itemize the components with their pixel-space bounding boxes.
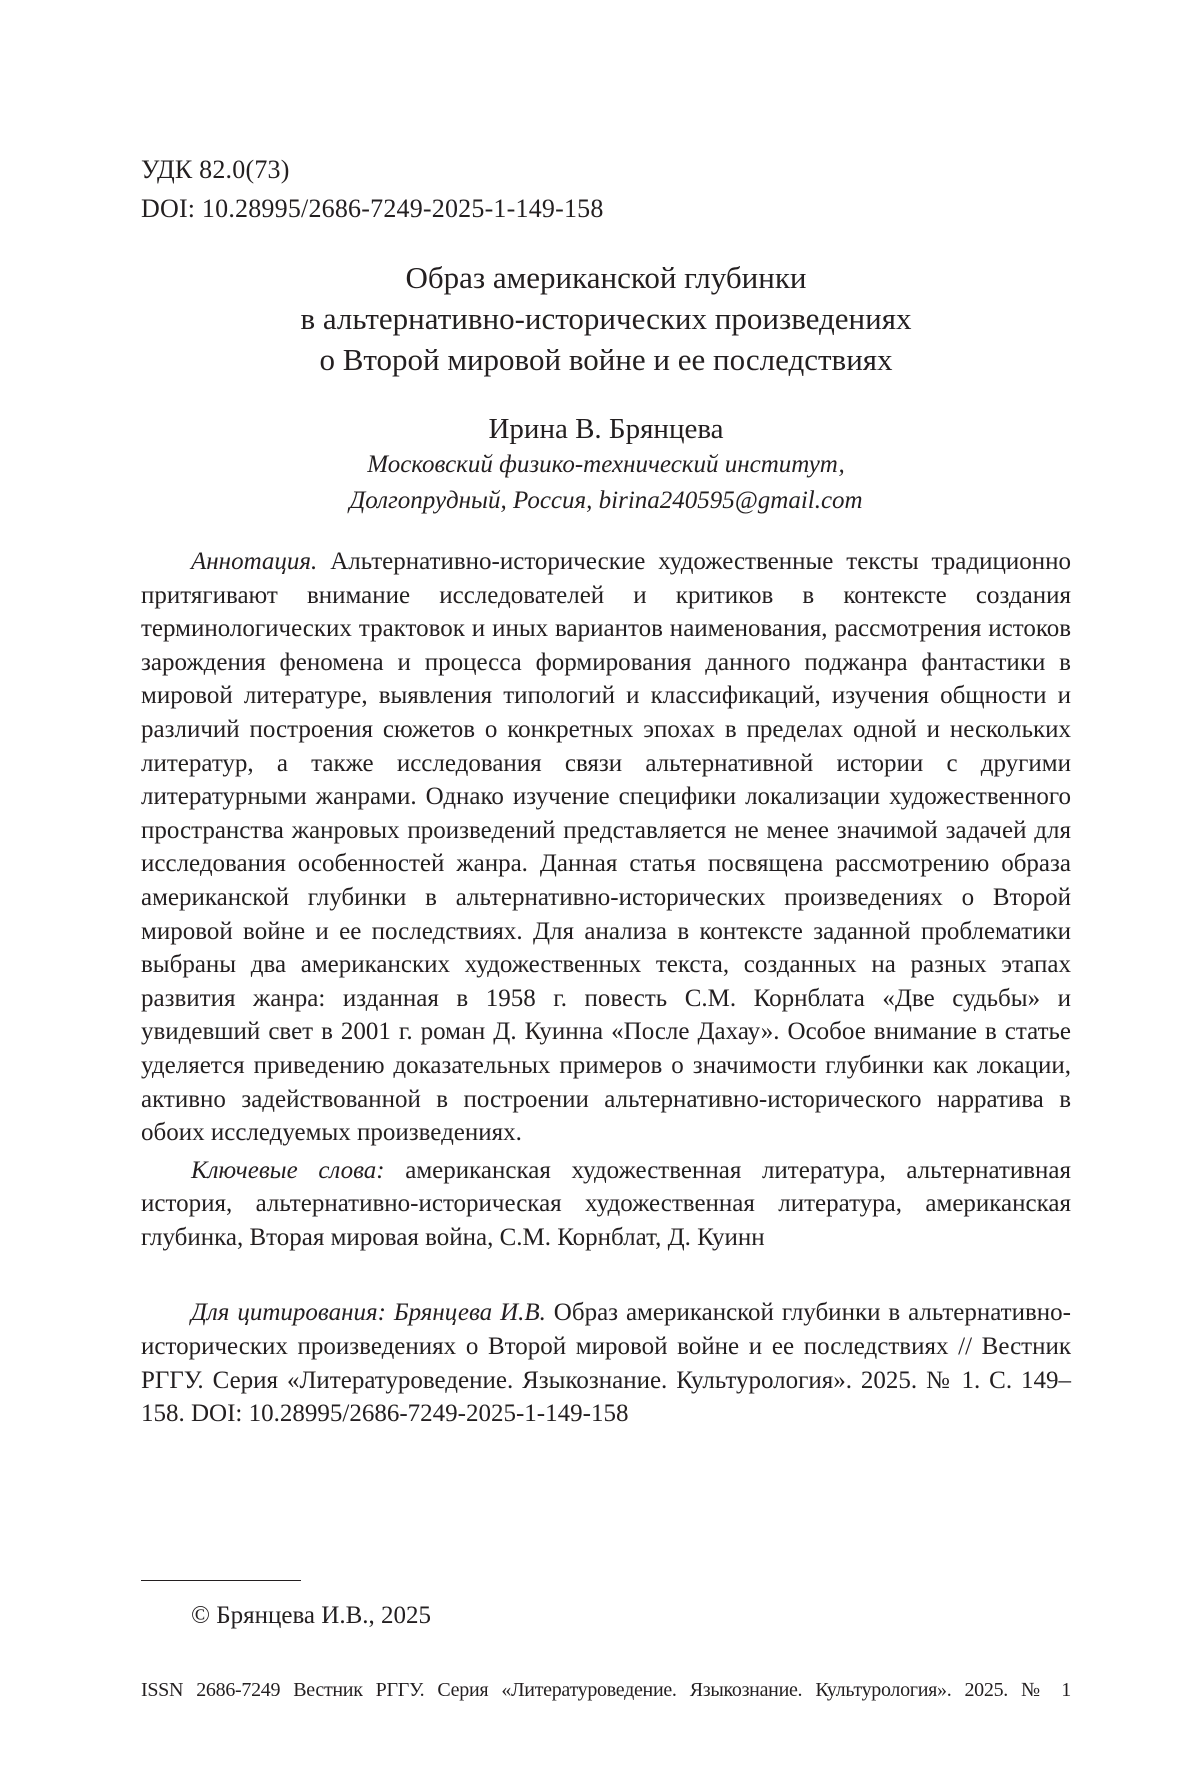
journal-footer: ISSN 2686-7249 Вестник РГГУ. Серия «Литературоведение. Языкознание. Культурология». 2025. № 1 bbox=[141, 1676, 1071, 1704]
keywords bbox=[141, 1154, 1071, 1255]
udc-code: УДК 82.0(73) bbox=[141, 150, 1071, 189]
footnote-rule bbox=[141, 1580, 301, 1581]
citation-label: Для цитирования: Брянцева И.В. bbox=[191, 1299, 546, 1326]
abstract bbox=[141, 545, 1071, 1150]
abstract-text: Альтернативно-исторические художественные тексты традиционно притягивают внимание исследователей и критиков в контексте создания терминологических трактовок и иных вариантов наименования, рассмотрения истоков зарождения феномена и процесса формирования данного поджанра фантастики в мировой литературе, выявления типологий и классификаций, изучения общности и различий построения сюжетов о конкретных эпохах в пределах одной и нескольких литератур, а также исследования связи альтернативной истории с другими литературными жанрами. Однако изучение специфики локализации художественного пространства жанровых произведений представляется не менее значимой задачей для исследования особенностей жанра. Данная статья посвящена рассмотрению образа американской глубинки в альтернативно-исторических произведениях о Второй мировой войне и ее последствиях. Для анализа в контексте заданной проблематики выбраны два американских художественных текста, созданных на разных этапах развития жанра: изданная в 1958 г. повесть С.М. Корнблата «Две судьбы» и увидевший свет в 2001 г. роман Д. Куинна «После Дахау». Особое внимание в статье уделяется приведению доказательных примеров о значимости глубинки как локации, активно задействованной в построении альтернативно-исторического нарратива в обоих исследуемых произведениях. bbox=[141, 548, 1071, 1146]
article-first-page bbox=[141, 150, 1071, 1431]
abstract-label: Аннотация. bbox=[191, 548, 317, 575]
author-name: Ирина В. Брянцева bbox=[141, 411, 1071, 447]
keywords-label: Ключевые слова: bbox=[191, 1157, 385, 1184]
affiliation-line-2: Долгопрудный, Россия, birina240595@gmail.com bbox=[141, 483, 1071, 519]
citation bbox=[141, 1296, 1071, 1430]
citation-text: Образ американской глубинки в альтернативно-исторических произведениях о Второй мировой войне и ее последствиях // Вестник РГГУ. Серия «Литературоведение. Языкознание. Культурология». 2025. № 1. С. 149–158. DOI: 10.28995/2686-7249-2025-1-149-158 bbox=[141, 1299, 1071, 1427]
keywords-text: американская художественная литература, альтернативная история, альтернативно-историческая художественная литература, американская глубинка, Вторая мировая война, С.М. Корнблат, Д. Куинн bbox=[141, 1157, 1071, 1251]
author-affiliation bbox=[141, 447, 1071, 519]
affiliation-line-1: Московский физико-технический институт, bbox=[141, 447, 1071, 483]
doi-line: DOI: 10.28995/2686-7249-2025-1-149-158 bbox=[141, 189, 1071, 228]
copyright-notice: © Брянцева И.В., 2025 bbox=[191, 1600, 431, 1632]
title-line-2: в альтернативно-исторических произведениях bbox=[141, 298, 1071, 339]
article-title bbox=[141, 257, 1071, 380]
title-line-3: о Второй мировой войне и ее последствиях bbox=[141, 339, 1071, 380]
title-line-1: Образ американской глубинки bbox=[141, 257, 1071, 298]
